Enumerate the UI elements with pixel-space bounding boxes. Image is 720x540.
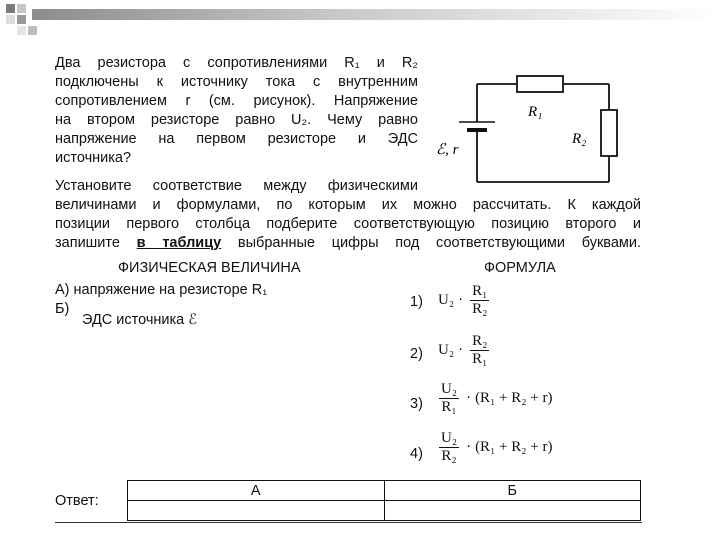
formula-1-lhs: U₂ <box>438 292 455 308</box>
formula-2: U₂ · $\frac{\text{R₂}}{\text{R₁}}$ <box>438 333 488 367</box>
problem-line-8: величинами и формулами, по которым их можно рассчитать. К каждой <box>55 197 641 213</box>
formula-2-denominator: R₁ <box>472 351 488 367</box>
problem-line-9: позиции первого столбца подберите соответствующую позицию второго и <box>55 216 641 232</box>
problem-line-2: подключены к источнику тока с внутренним <box>55 74 418 90</box>
quantity-a-letter: А) <box>55 282 70 298</box>
formula-2-lhs: U₂ <box>438 342 455 358</box>
deco-square <box>17 4 26 13</box>
deco-square <box>28 26 37 35</box>
deco-square <box>17 15 26 24</box>
answer-label: Ответ: <box>55 493 99 509</box>
formula-3-denominator: R₁ <box>441 399 457 415</box>
resistor-r2 <box>601 110 617 156</box>
problem-line-5: напряжение на первом резисторе и ЭДС <box>55 131 418 147</box>
formula-2-fraction <box>470 333 489 368</box>
resistor-r1 <box>517 76 563 92</box>
formula-2-numerator: R₂ <box>472 333 488 349</box>
circuit-diagram <box>432 60 632 190</box>
quantity-a-text: напряжение на резисторе R₁ <box>73 282 268 298</box>
formula-3: $\frac{\text{U₂}}{\text{R₁}}$ · (R₁ + R₂ + r) <box>441 381 553 415</box>
deco-square <box>6 4 15 13</box>
formula-1: U₂ · $\frac{\text{R₁}}{\text{R₂}}$ <box>438 283 488 317</box>
problem-line-7: Установите соответствие между физическими <box>55 178 418 194</box>
answer-header-row <box>128 481 641 501</box>
formula-3-number: 3) <box>410 396 423 412</box>
formula-1-denominator: R₂ <box>472 301 488 317</box>
r1-label: R₁ <box>528 104 543 120</box>
deco-bar <box>32 9 720 20</box>
problem-line-3: сопротивлением r (см. рисунок). Напряжение <box>55 93 418 109</box>
formula-1-number: 1) <box>410 294 423 310</box>
left-column-header: ФИЗИЧЕСКАЯ ВЕЛИЧИНА <box>118 260 301 276</box>
answer-col-a-header: А <box>128 481 385 501</box>
answer-table <box>127 480 641 521</box>
formula-4-tail: (R₁ + R₂ + r) <box>475 439 553 455</box>
right-column-header: ФОРМУЛА <box>484 260 556 276</box>
quantity-b <box>55 301 69 317</box>
slide-decoration <box>0 0 720 40</box>
source-label: ℰ, r <box>436 142 459 158</box>
formula-2-number: 2) <box>410 346 423 362</box>
answer-cell-a[interactable] <box>128 501 385 521</box>
quantity-a <box>55 282 267 298</box>
formula-4-numerator: U₂ <box>441 430 458 446</box>
answer-col-b-header: Б <box>384 481 641 501</box>
formula-3-tail: (R₁ + R₂ + r) <box>475 390 553 406</box>
underlined-phrase: в таблицу <box>136 235 222 251</box>
formula-4-denominator: R₂ <box>441 448 457 464</box>
formula-4: $\frac{\text{U₂}}{\text{R₂}}$ · (R₁ + R₂ + r) <box>441 430 553 464</box>
problem-line-4: на втором резисторе равно U₂. Чему равно <box>55 112 418 128</box>
quantity-b-letter: Б) <box>55 301 70 317</box>
formula-3-fraction <box>439 381 459 416</box>
formula-1-fraction <box>470 283 489 318</box>
problem-line-6: источника? <box>55 150 132 166</box>
formula-1-numerator: R₁ <box>472 283 488 299</box>
answer-cell-b[interactable] <box>384 501 641 521</box>
answer-input-row <box>128 501 641 521</box>
quantity-b-text: ЭДС источника ℰ <box>82 312 198 328</box>
formula-3-numerator: U₂ <box>441 381 458 397</box>
deco-square <box>6 15 15 24</box>
formula-4-fraction <box>439 430 459 465</box>
bottom-rule <box>55 522 642 523</box>
problem-line-10: запишите в таблицу выбранные цифры под соответствующими буквами. <box>55 235 642 251</box>
formula-4-number: 4) <box>410 446 423 462</box>
deco-square <box>17 26 26 35</box>
r2-label: R₂ <box>572 131 587 147</box>
problem-line-1: Два резистора с сопротивлениями R₁ и R₂ <box>55 55 418 71</box>
